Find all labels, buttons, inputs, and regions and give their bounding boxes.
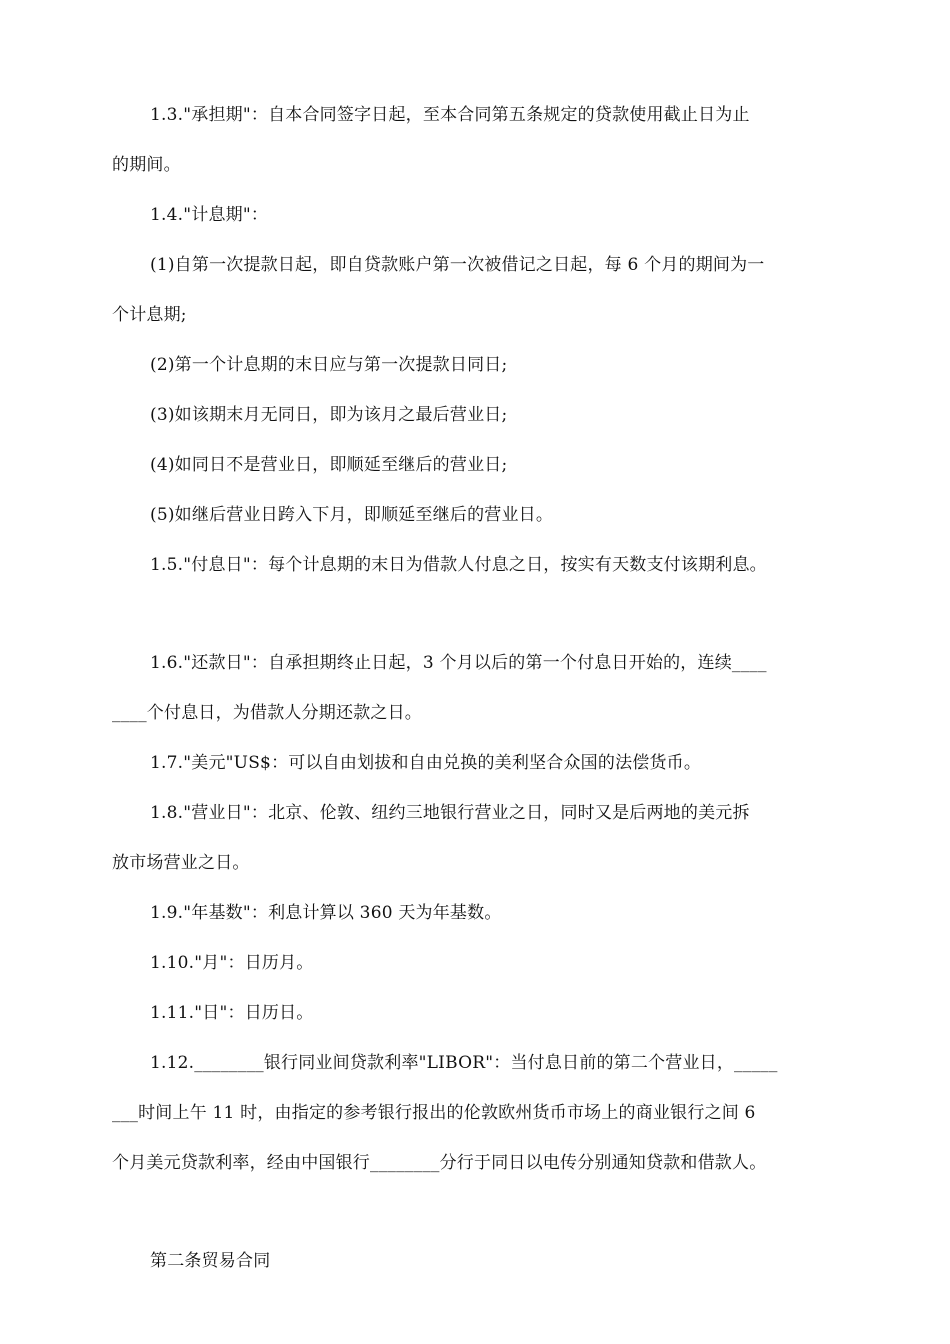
clause-1-12-line-1: 1.12.________银行同业间贷款利率"LIBOR"：当付息日前的第二个营业日，_____ [150, 1053, 778, 1073]
clause-1-4-item-4: (4)如同日不是营业日，即顺延至继后的营业日; [150, 455, 508, 475]
clause-1-11: 1.11."日"：日历日。 [150, 1003, 314, 1023]
clause-1-8-line-2: 放市场营业之日。 [112, 853, 250, 873]
clause-1-4-heading: 1.4."计息期"： [150, 205, 269, 225]
clause-1-7: 1.7."美元"US$：可以自由划拔和自由兑换的美利坚合众国的法偿货币。 [150, 753, 702, 773]
clause-1-4-item-1-line-2: 个计息期; [112, 305, 187, 325]
clause-1-4-item-2: (2)第一个计息期的末日应与第一次提款日同日; [150, 355, 508, 375]
clause-1-5: 1.5."付息日"：每个计息期的末日为借款人付息之日，按实有天数支付该期利息。 [150, 555, 767, 575]
clause-1-8-line-1: 1.8."营业日"：北京、伦敦、纽约三地银行营业之日，同时又是后两地的美元拆 [150, 803, 750, 823]
clause-1-12-line-3: 个月美元贷款利率，经由中国银行________分行于同日以电传分别通知贷款和借款人。 [112, 1153, 767, 1173]
clause-1-6-line-2: ____个付息日，为借款人分期还款之日。 [112, 703, 422, 723]
clause-1-10: 1.10."月"：日历月。 [150, 953, 314, 973]
clause-1-6-line-1: 1.6."还款日"：自承担期终止日起，3 个月以后的第一个付息日开始的，连续____ [150, 653, 767, 673]
clause-1-4-item-1-line-1: (1)自第一次提款日起，即自贷款账户第一次被借记之日起，每 6 个月的期间为一 [150, 255, 765, 275]
clause-1-9: 1.9."年基数"：利息计算以 360 天为年基数。 [150, 903, 502, 923]
clause-1-3-line-1: 1.3."承担期"：自本合同签字日起，至本合同第五条规定的贷款使用截止日为止 [150, 105, 750, 125]
article-2-heading: 第二条贸易合同 [150, 1251, 271, 1271]
clause-1-4-item-3: (3)如该期末月无同日，即为该月之最后营业日; [150, 405, 508, 425]
clause-1-4-item-5: (5)如继后营业日跨入下月，即顺延至继后的营业日。 [150, 505, 554, 525]
clause-1-3-line-2: 的期间。 [112, 155, 181, 175]
clause-1-12-line-2: ___时间上午 11 时，由指定的参考银行报出的伦敦欧州货币市场上的商业银行之间 6 [112, 1103, 756, 1123]
